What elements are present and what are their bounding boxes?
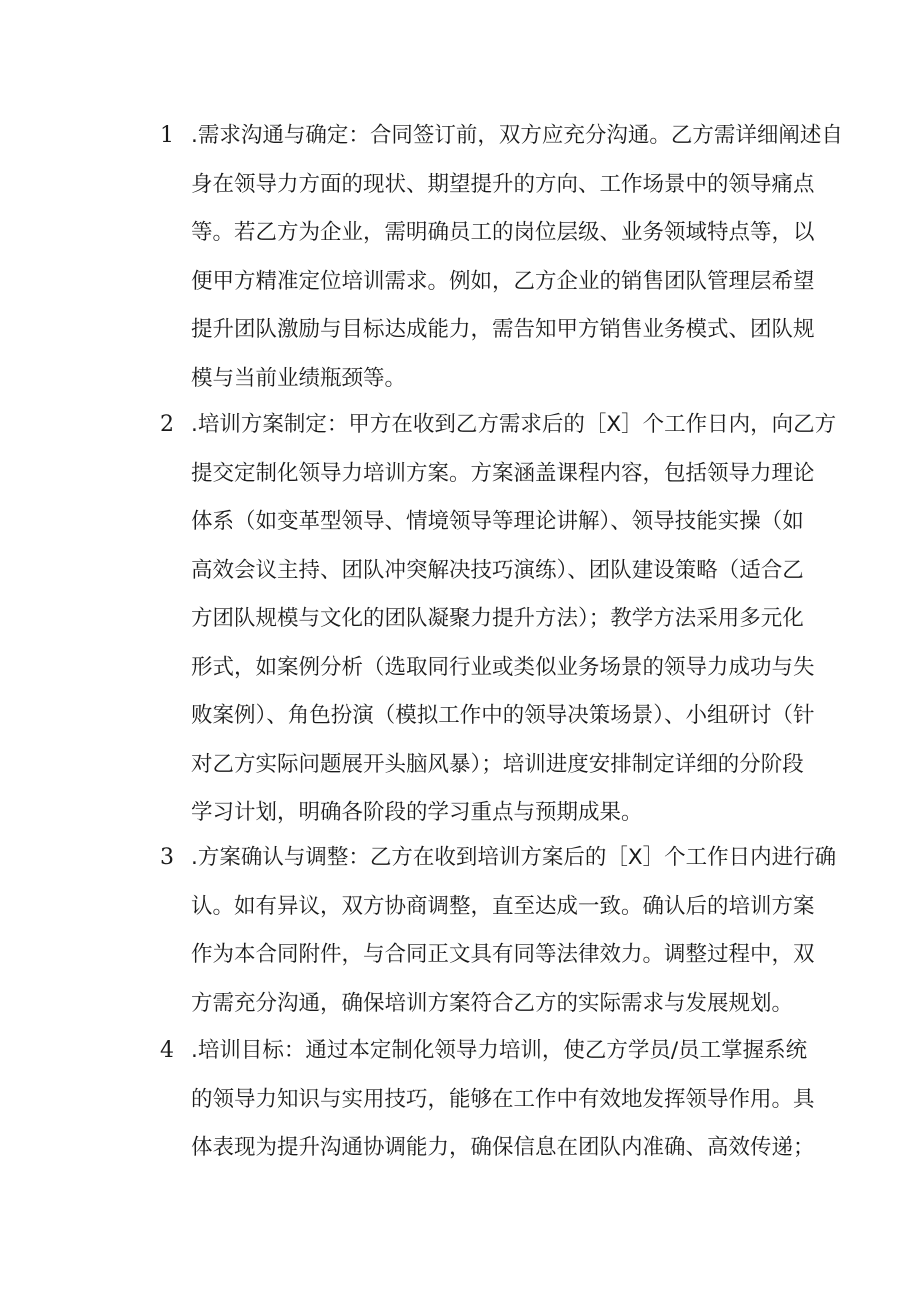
list-item-4	[160, 1027, 815, 1173]
text-line: 学习计划，明确各阶段的学习重点与预期成果。	[191, 800, 643, 825]
text-line: 提交定制化领导力培训方案。方案涵盖课程内容，包括领导力理论	[191, 460, 815, 486]
text-line: 方需充分沟通，确保培训方案符合乙方的实际需求与发展规划。	[191, 990, 794, 1016]
list-item-3	[160, 834, 837, 1028]
text-line: 对乙方实际问题展开头脑风暴）；培训进度安排制定详细的分阶段	[191, 751, 804, 777]
text-line: 方团队规模与文化的团队凝聚力提升方法）；教学方法采用多元化	[191, 606, 804, 631]
text-line: .培训方案制定：甲方在收到乙方需求后的［X］个工作日内，向乙方	[191, 412, 837, 437]
item-number: 3	[160, 845, 174, 870]
text-line: .需求沟通与确定：合同签订前，双方应充分沟通。乙方需详细阐述自	[191, 123, 843, 148]
item-number: 1	[160, 123, 174, 148]
text-line: 模与当前业绩瓶颈等。	[191, 365, 407, 391]
text-line: 形式，如案例分析（选取同行业或类似业务场景的领导力成功与失	[191, 654, 815, 680]
list-item-1	[160, 112, 843, 403]
text-line: 的领导力知识与实用技巧，能够在工作中有效地发挥领导作用。具	[191, 1086, 815, 1112]
list-item-2	[160, 401, 837, 838]
text-line: 认。如有异议，双方协商调整，直至达成一致。确认后的培训方案	[191, 893, 815, 919]
text-line: .方案确认与调整：乙方在收到培训方案后的［X］个工作日内进行确	[191, 845, 837, 870]
text-line: 高效会议主持、团队冲突解决技巧演练）、团队建设策略（适合乙	[191, 557, 804, 583]
text-line: 体表现为提升沟通协调能力，确保信息在团队内准确、高效传递；	[191, 1135, 815, 1160]
text-line: 便甲方精准定位培训需求。例如，乙方企业的销售团队管理层希望	[191, 268, 815, 294]
text-line: 等。若乙方为企业，需明确员工的岗位层级、业务领域特点等，以	[191, 220, 815, 245]
text-line: 身在领导力方面的现状、期望提升的方向、工作场景中的领导痛点	[191, 171, 815, 197]
item-number: 4	[160, 1038, 174, 1063]
text-line: 体系（如变革型领导、情境领导等理论讲解）、领导技能实操（如	[191, 509, 804, 534]
item-number: 2	[160, 412, 174, 437]
text-line: .培训目标：通过本定制化领导力培训，使乙方学员/员工掌握系统	[191, 1038, 808, 1063]
text-line: 作为本合同附件，与合同正文具有同等法律效力。调整过程中，双	[191, 942, 815, 967]
text-line: 提升团队激励与目标达成能力，需告知甲方销售业务模式、团队规	[191, 317, 815, 342]
text-line: 败案例）、角色扮演（模拟工作中的领导决策场景）、小组研讨（针	[191, 703, 815, 728]
